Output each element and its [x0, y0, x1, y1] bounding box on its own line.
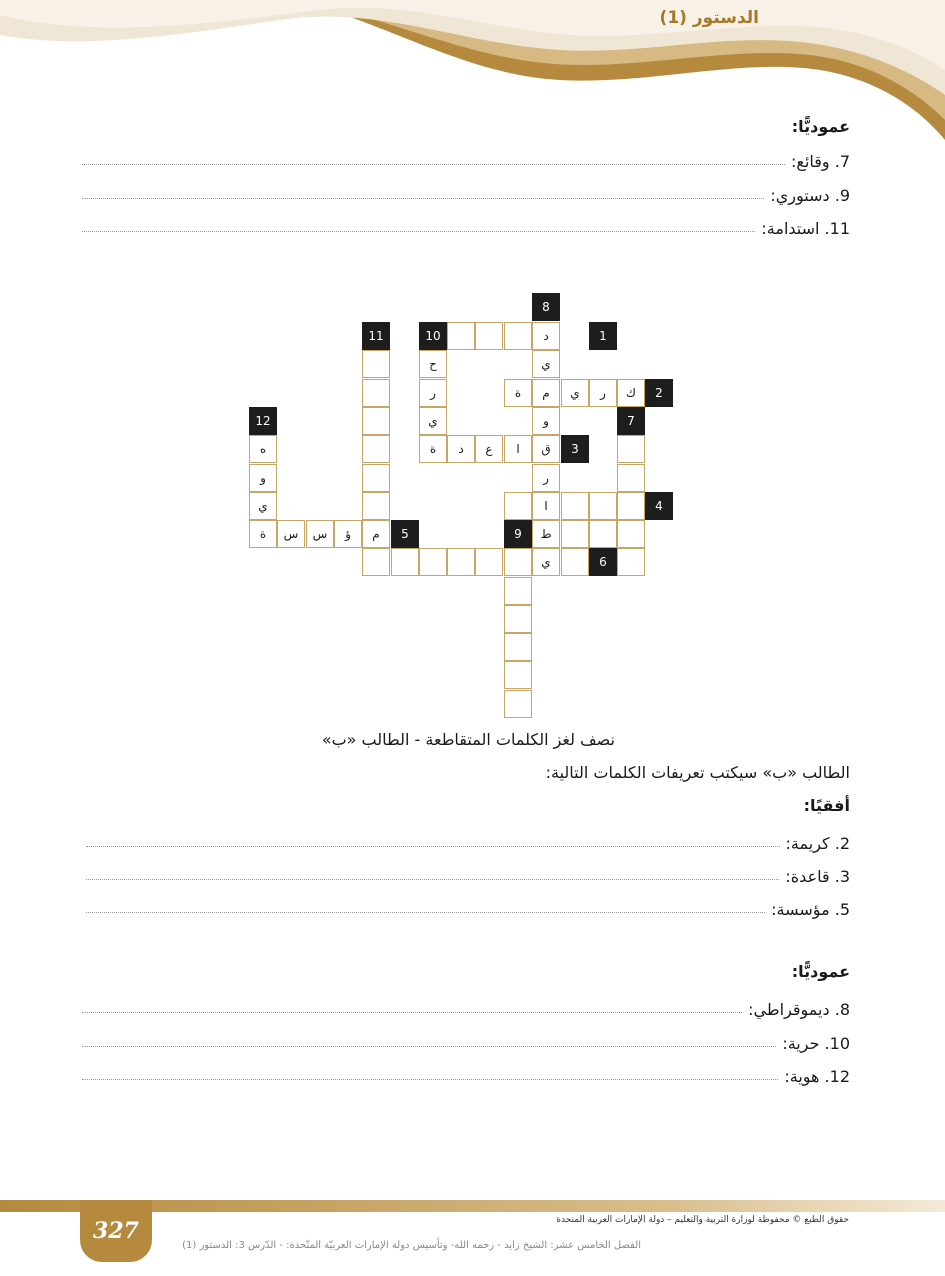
chapter-breadcrumb: الفصل الخامس عشر: الشيخ زايد - رحمه الله- وتأسيس دولة الإمارات العربيّة المتّحدة: - الدّرس 3: الدستور (1)	[182, 1240, 641, 1251]
letter-cell[interactable]: ا	[504, 435, 532, 463]
letter-cell[interactable]	[419, 548, 447, 576]
letter-cell[interactable]: و	[532, 407, 560, 435]
vertical-heading-top: عموديًّا:	[791, 117, 850, 136]
letter-cell[interactable]	[504, 633, 532, 661]
letter-cell[interactable]	[447, 548, 475, 576]
definition-row	[86, 895, 850, 919]
answer-line[interactable]	[86, 911, 765, 913]
letter-cell[interactable]: م	[362, 520, 390, 548]
letter-cell[interactable]	[504, 548, 532, 576]
letter-cell[interactable]	[391, 548, 419, 576]
letter-cell[interactable]: س	[306, 520, 334, 548]
letter-cell[interactable]: ه	[249, 435, 277, 463]
letter-cell[interactable]	[589, 492, 617, 520]
letter-cell[interactable]: ي	[561, 379, 589, 407]
definition-label: 7. وقائع:	[791, 152, 850, 171]
letter-cell[interactable]	[504, 577, 532, 605]
letter-cell[interactable]	[504, 322, 532, 350]
clue-number-cell: 1	[589, 322, 617, 350]
instruction-text: الطالب «ب» سيكتب تعريفات الكلمات التالية:	[545, 763, 850, 782]
answer-line[interactable]	[82, 1078, 778, 1080]
letter-cell[interactable]	[504, 492, 532, 520]
clue-number-cell: 8	[532, 293, 560, 321]
letter-cell[interactable]	[504, 690, 532, 718]
letter-cell[interactable]	[617, 520, 645, 548]
definition-label: 9. دستوري:	[770, 186, 850, 205]
clue-number-cell: 6	[589, 548, 617, 576]
letter-cell[interactable]: ي	[249, 492, 277, 520]
answer-line[interactable]	[82, 230, 755, 232]
page-number: 327	[93, 1218, 139, 1244]
letter-cell[interactable]	[362, 407, 390, 435]
letter-cell[interactable]: ط	[532, 520, 560, 548]
letter-cell[interactable]: ق	[532, 435, 560, 463]
chapter-title: الدستور (1)	[659, 8, 759, 28]
letter-cell[interactable]: ي	[419, 407, 447, 435]
letter-cell[interactable]: ر	[419, 379, 447, 407]
letter-cell[interactable]: و	[249, 464, 277, 492]
letter-cell[interactable]	[475, 548, 503, 576]
definition-row	[82, 1029, 850, 1053]
crossword-caption: نصف لغز الكلمات المتقاطعة - الطالب «ب»	[321, 730, 615, 749]
letter-cell[interactable]: د	[532, 322, 560, 350]
answer-line[interactable]	[82, 1045, 776, 1047]
letter-cell[interactable]	[617, 548, 645, 576]
definition-row	[82, 995, 850, 1019]
letter-cell[interactable]: ر	[589, 379, 617, 407]
letter-cell[interactable]: ا	[532, 492, 560, 520]
clue-number-cell: 3	[561, 435, 589, 463]
letter-cell[interactable]: د	[447, 435, 475, 463]
letter-cell[interactable]	[362, 548, 390, 576]
letter-cell[interactable]	[561, 548, 589, 576]
clue-number-cell: 9	[504, 520, 532, 548]
vertical-heading-bottom: عموديًّا:	[791, 962, 850, 981]
clue-number-cell: 5	[391, 520, 419, 548]
letter-cell[interactable]: ة	[504, 379, 532, 407]
letter-cell[interactable]	[617, 464, 645, 492]
clue-number-cell: 12	[249, 407, 277, 435]
definition-row	[86, 862, 850, 886]
letter-cell[interactable]: ع	[475, 435, 503, 463]
horizontal-heading: أفقيًا:	[803, 796, 850, 815]
letter-cell[interactable]: ر	[532, 464, 560, 492]
definition-label: 11. استدامة:	[761, 219, 850, 238]
letter-cell[interactable]: ة	[419, 435, 447, 463]
letter-cell[interactable]: ك	[617, 379, 645, 407]
definition-row	[82, 181, 850, 205]
definition-label: 10. حرية:	[782, 1034, 850, 1053]
letter-cell[interactable]	[362, 464, 390, 492]
answer-line[interactable]	[82, 197, 764, 199]
definition-row	[82, 147, 850, 171]
letter-cell[interactable]	[362, 492, 390, 520]
letter-cell[interactable]: ي	[532, 350, 560, 378]
answer-line[interactable]	[86, 878, 779, 880]
letter-cell[interactable]	[617, 492, 645, 520]
definition-label: 2. كريمة:	[785, 834, 850, 853]
clue-number-cell: 4	[645, 492, 673, 520]
letter-cell[interactable]	[504, 661, 532, 689]
definition-label: 3. قاعدة:	[785, 867, 850, 886]
letter-cell[interactable]	[475, 322, 503, 350]
letter-cell[interactable]	[617, 435, 645, 463]
letter-cell[interactable]	[589, 520, 617, 548]
copyright-text: حقوق الطبع © محفوظة لوزارة التربية والتعليم – دولة الإمارات العربية المتحدة	[556, 1215, 849, 1225]
letter-cell[interactable]: ح	[419, 350, 447, 378]
answer-line[interactable]	[82, 1011, 742, 1013]
clue-number-cell: 11	[362, 322, 390, 350]
letter-cell[interactable]	[561, 492, 589, 520]
letter-cell[interactable]: م	[532, 379, 560, 407]
letter-cell[interactable]: ة	[249, 520, 277, 548]
letter-cell[interactable]	[362, 379, 390, 407]
letter-cell[interactable]: ي	[532, 548, 560, 576]
clue-number-cell: 7	[617, 407, 645, 435]
answer-line[interactable]	[86, 845, 780, 847]
definition-row	[86, 829, 850, 853]
definition-row	[82, 1062, 850, 1086]
letter-cell[interactable]: س	[277, 520, 305, 548]
letter-cell[interactable]	[362, 350, 390, 378]
letter-cell[interactable]: ؤ	[334, 520, 362, 548]
letter-cell[interactable]	[561, 520, 589, 548]
letter-cell[interactable]	[362, 435, 390, 463]
answer-line[interactable]	[82, 163, 785, 165]
definition-label: 12. هوية:	[784, 1067, 850, 1086]
clue-number-cell: 10	[419, 322, 447, 350]
definition-label: 8. ديموقراطي:	[748, 1000, 850, 1019]
clue-number-cell: 2	[645, 379, 673, 407]
definition-row	[82, 214, 850, 238]
letter-cell[interactable]	[447, 322, 475, 350]
letter-cell[interactable]	[504, 605, 532, 633]
definition-label: 5. مؤسسة:	[771, 900, 850, 919]
